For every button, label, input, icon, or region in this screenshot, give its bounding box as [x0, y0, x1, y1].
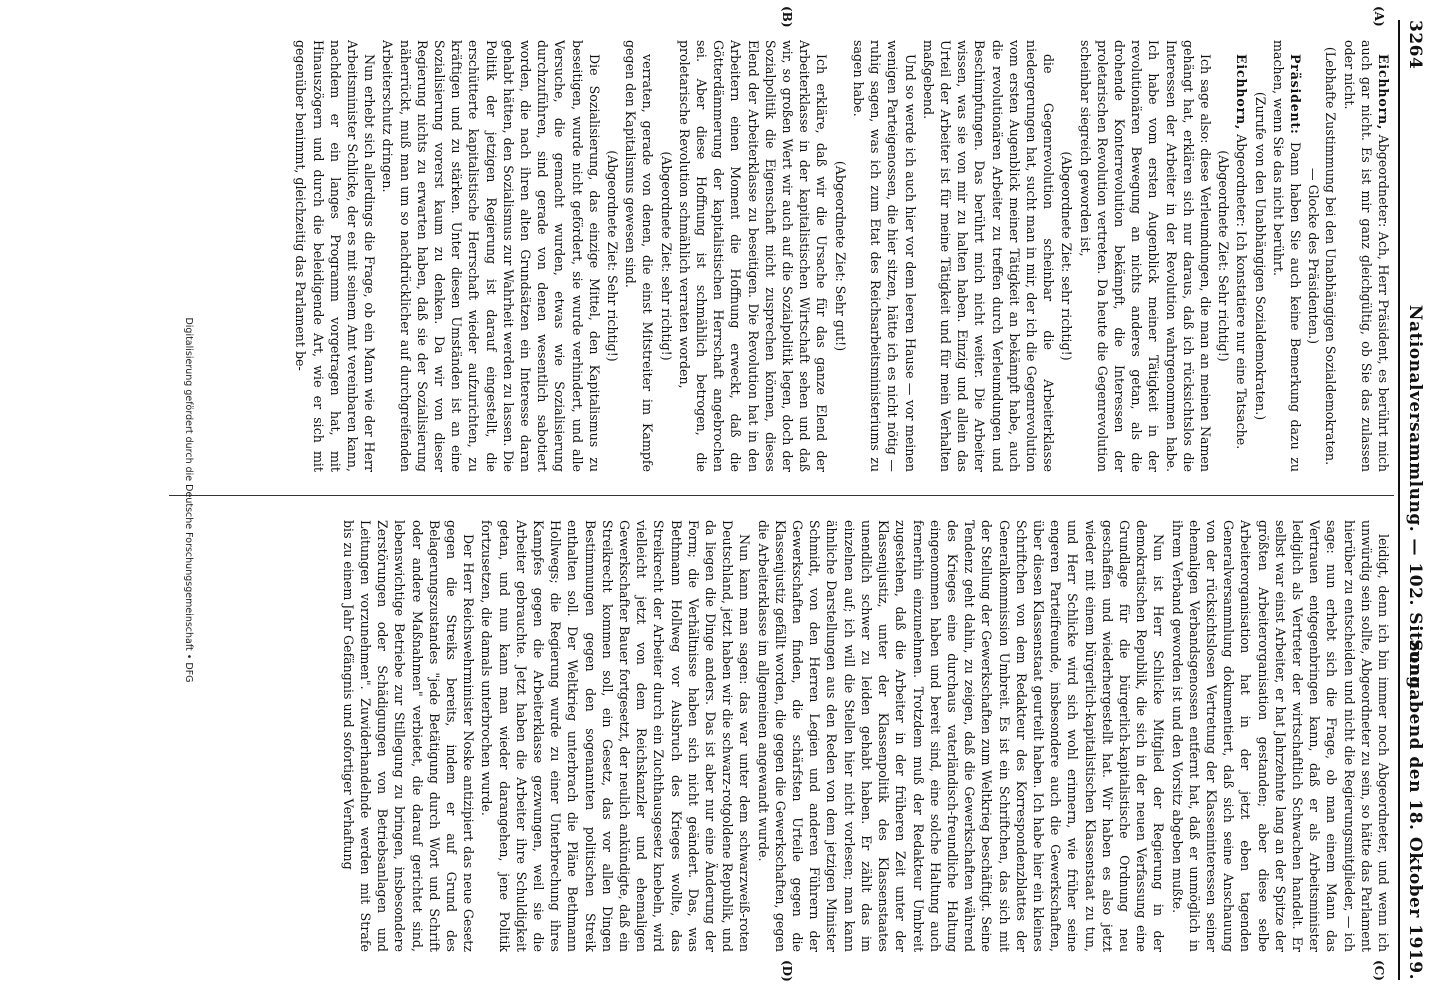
page-number: 3264 [1405, 20, 1425, 70]
body-paragraph: Der Herr Reichswehrminister Noske antizipiert das neue Gesetz gegen die Streiks bereits, indem er auf Grund des Belagerungszustandes "jede Betätigung durch Wort und Schrift oder andere Maßnahmen" verbietet, die darauf gerichtet sind, lebenswichtige Betriebe zur Stillegung zu bringen, insbesondere Zerstörungen oder Schädigungen von Betriebsanlagen und Leitungen vorzunehmen". Zuwiderhandelnde werden mit Strafe bis zu einem Jahr Gefängnis und sofortiger Verhaftung [340, 520, 477, 952]
speech-paragraph [1270, 40, 1304, 472]
speech-text: Abgeordneter: Ach, Herr Präsident, es berührt mich auch gar nicht. Es ist mir ganz gleichgültig, ob Sie das zulassen oder nicht. [1341, 40, 1391, 472]
body-paragraph: verraten, gerade von denen, die einst Mitstreiter im Kampfe gegen den Kapitalismus gewesen sind. [623, 40, 656, 472]
interjection: (Lebhafte Zustimmung bei den Unabhängigen Sozialdemokraten. — Glocke des Präsidenten.) [1306, 46, 1339, 466]
session-date: Sonnabend den 18. Oktober 1919. [1405, 639, 1425, 980]
interjection: (Abgeordnete Ziet: sehr richtig!) [1059, 151, 1075, 361]
margin-mark-c: (C) [1372, 960, 1386, 981]
margin-mark-b: (B) [780, 6, 794, 28]
speaker-name: Präsident: [1287, 54, 1303, 135]
body-paragraph: die Gegenrevolution scheinbar die Arbeiterklasse niedergerungen hat, sucht man in mir, der ich die Gegenrevolution vom ersten Augenblick meiner Tätigkeit an bekämpft habe, auch die revolutionären Arbeiter zu treffen durch Verleumdungen und Beschimpfungen. Das berührt mich nicht weiter. Die Arbeiter wissen, was sie von mir zu halten haben. Einzig und allein das Urteil der Arbeiter ist für meine Tätigkeit und für mein Verhalten maßgebend. [920, 40, 1057, 472]
body-paragraph: leidigt, denn ich bin immer noch Abgeordneter, und wenn ich unwürdig sein sollte, Abgeordneter zu sein, so hätte das Parlament hierüber zu entscheiden und nicht die Regierungsmitglieder, — ich sage: nun erhebt sich die Frage, ob man einem Mann das Vertrauen entgegenbringen kann, daß er als Arbeitsminister lediglich als Vertreter der wirtschaftlich Schwachen handelt. Er selbst war einst Arbeiter, er hat Jahrzehnte lang an der Spitze der größten Arbeiterorganisation gestanden; aber diese selbe Arbeiterorganisation hat in der jetzt eben tagenden Generalversammlung dokumentiert, daß sich seine Anschauung von der rücksichtslosen Vertretung der Klasseninteressen seiner ehemaligen Verbandsgenossen entfernt hat, daß er unmöglich in ihrem Verband geworden ist und den Vorsitz abgeben mußte. [1169, 520, 1391, 952]
speaker-name: Eichhorn, [1234, 54, 1250, 131]
speech-text: Dann haben Sie auch keine Bemerkung dazu zu machen, wenn Sie das nicht berührt. [1270, 40, 1303, 472]
column-divider [169, 495, 1394, 496]
interjection: (Abgeordnete Ziet: Sehr richtig!) [1216, 150, 1232, 362]
speaker-name: Eichhorn, [1376, 54, 1391, 131]
interjection: (Zurufe von den Unabhängigen Sozialdemokraten.) [1252, 91, 1268, 421]
speech-paragraph [1233, 40, 1250, 472]
speech-paragraph [1340, 40, 1392, 472]
left-text-column [172, 40, 1392, 472]
body-paragraph: Die Sozialisierung, das einzige Mittel, den Kapitalismus zu beseitigen, wurde nicht gefördert, sie wurde verhindert, und alle Versuche, die gemacht wurden, etwas wie Sozialisierung durchzuführen, sind gerade von denen wesentlich sabotiert worden, die nach ihren alten Grundsätzen ein Interesse daran gehabt hätten, den Sozialismus zur Wahrheit werden zu lassen. Die Politik der jetzigen Regierung ist darauf eingestellt, die erschütterte kapitalistische Herrschaft wieder aufzurichten, zu kräftigen und zu stärken. Unter diesen Umständen ist an eine Sozialisierung vorerst kaum zu denken. Da wir von dieser Regierung nichts zu erwarten haben, daß sie der Sozialisierung näherrückt, muß man um so nachdrücklicher auf durchgreifenden Arbeiterschutz dringen. [380, 40, 602, 472]
page-header [1398, 20, 1428, 980]
interjection: (Abgeordnete Ziet: Sehr richtig!) [605, 150, 621, 362]
body-paragraph: Nun ist Herr Schlicke Mitglied der Regierung in der demokratischen Republik, die sich in der neuen Verfassung eine Grundlage für die bürgerlich-kapitalistische Ordnung neu geschaffen und wiederhergestellt hat. Wir haben es also jetzt wieder mit einem bürgerlich-kapitalistischen Klassenstaat zu tun, und Herr Schlicke wird sich wohl erinnern, wie früher seine engeren Parteifreunde, insbesondere auch die Gewerkschaften, über diesen Klassenstaat geurteilt haben. Ich habe hier ein kleines Schriftchen von dem Redakteur des Korrespondenzblattes der Generalkommission Umbreit. Es ist ein Schriftchen, das sich mit der Stellung der Gewerkschaften zum Weltkrieg beschäftigt. Seine Tendenz geht dahin, zu zeigen, daß die Gewerkschaften während des Krieges eine durchaus vaterländisch-freundliche Haltung eingenommen haben und bereit sind, eine solche Haltung auch fernerhin einzunehmen. Trotzdem muß der Redakteur Umbreit zugestehen, daß die Arbeiter in der früheren Zeit unter der Klassenjustiz, unter der Klassenpolitik des Klassenstaates unendlich schwer zu leiden gehabt haben. Er zählt das im einzelnen auf; ich will die Stellen hier nicht vorlesen; man kann ähnliche Darstellungen aus den Reden von dem jetzigen Minister Schmidt, von den Herren Legien und anderen Führern der Gewerkschaften finden, die schärfsten Urteile gegen die Klassenjustiz gefällt worden, die gegen die Gewerkschaften, gegen die Arbeiterklasse im allgemeinen angewandt wurde. [755, 520, 1167, 952]
body-paragraph: Nun kann man sagen: das war unter dem schwarzweiß-roten Deutschland, jetzt haben wir die schwarz-rotgoldene Republik, und da liegen die Dinge anders. Das ist aber nur eine Änderung der Form; die Verhältnisse haben sich nicht geändert. Das, was Bethmann Hollweg vor Ausbruch des Krieges wollte, das Streikrecht der Arbeiter durch ein Zuchthausgesetz knebeln, wird vielleicht jetzt von dem Reichskanzler und ehemaligen Gewerkschafter Bauer fortgesetzt, der neulich ankündigte, daß ein Streikrecht kommen soll, ein Gesetz, das vor allen Dingen Bestimmungen gegen den sogenannten politischen Streik enthalten soll. Der Weltkrieg unterbrach die Pläne Bethmann Hollwegs; die Regierung wurde zu einer Unterbrechung ihres Kampfes gegen die Arbeiterklasse gezwungen, weil sie die Arbeiter gebrauchte. Jetzt haben die Arbeiter ihre Schuldigkeit getan, und nun kann man wieder darangehen, jene Politik fortzusetzen, die damals unterbrochen wurde. [479, 520, 753, 952]
right-text-column [172, 520, 1392, 952]
body-paragraph: Nun erhebt sich allerdings die Frage, ob ein Mann wie der Herr Arbeitsminister Schlicke, der es mit seinem Amt vereinbaren kann, nachdem er ein langes Programm vorgetragen hat, mit Hinauszögern und durch die beleidigende Art, wie er sich mit gegenüber benimmt, gleichzeitig das Parlament be- [293, 40, 378, 472]
body-paragraph: Ich erkläre, daß wir die Ursache für das ganze Elend der Arbeiterklasse in der kapitalistischen Wirtschaft sehen und daß wir, so großen Wert wir auch auf die Sozialpolitik legen, doch der Sozialpolitik die Eigenschaft nicht zusprechen können, dieses Elend der Arbeiterklasse zu beseitigen. Die Revolution hat in den Arbeitern einen Moment die Hoffnung erweckt, daß die Götterdämmerung der kapitalistischen Herrschaft angebrochen sei. Aber diese Hoffnung ist schmählich betrogen, die proletarische Revolution schmählich verraten worden, [676, 40, 830, 472]
body-paragraph: Ich sage also: diese Verleumdungen, die man an meinen Namen gehängt hat, erklären sich nur daraus, daß ich rücksichtslos die Interessen der Arbeiter in der Revolution wahrgenommen habe. Ich habe vom ersten Augenblick meiner Tätigkeit in der revolutionären Bewegung an nichts anderes getan, als die drohende Konterrevolution bekämpft, die Interessen der proletarischen Revolution vertreten. Da heute die Gegenrevolution scheinbar siegreich geworden ist, [1077, 40, 1213, 472]
digitization-credit: Digitalisierung gefördert durch die Deutsche Forschungsgemeinschaft • DFG [183, 317, 194, 683]
speech-text: Abgeordneter: Ich konstatiere nur eine Tatsache. [1234, 130, 1250, 450]
interjection: (Abgeordnete Ziet: Sehr gut!) [832, 160, 848, 352]
interjection: (Abgeordnete Ziet: sehr richtig!) [658, 151, 674, 361]
margin-mark-d: (D) [780, 960, 794, 982]
margin-mark-a: (A) [1372, 6, 1386, 27]
page-title: Nationalversammlung. — 102. Sitzung. [1405, 304, 1425, 696]
body-paragraph: Und so werde ich auch hier vor dem leeren Hause — vor meinen wenigen Parteigenossen, die hier sitzen, hätte ich es nicht nötig — ruhig sagen, was ich zum Etat des Reichsarbeitsministeriums zu sagen habe. [850, 40, 918, 472]
document-page [60, 0, 1434, 1000]
